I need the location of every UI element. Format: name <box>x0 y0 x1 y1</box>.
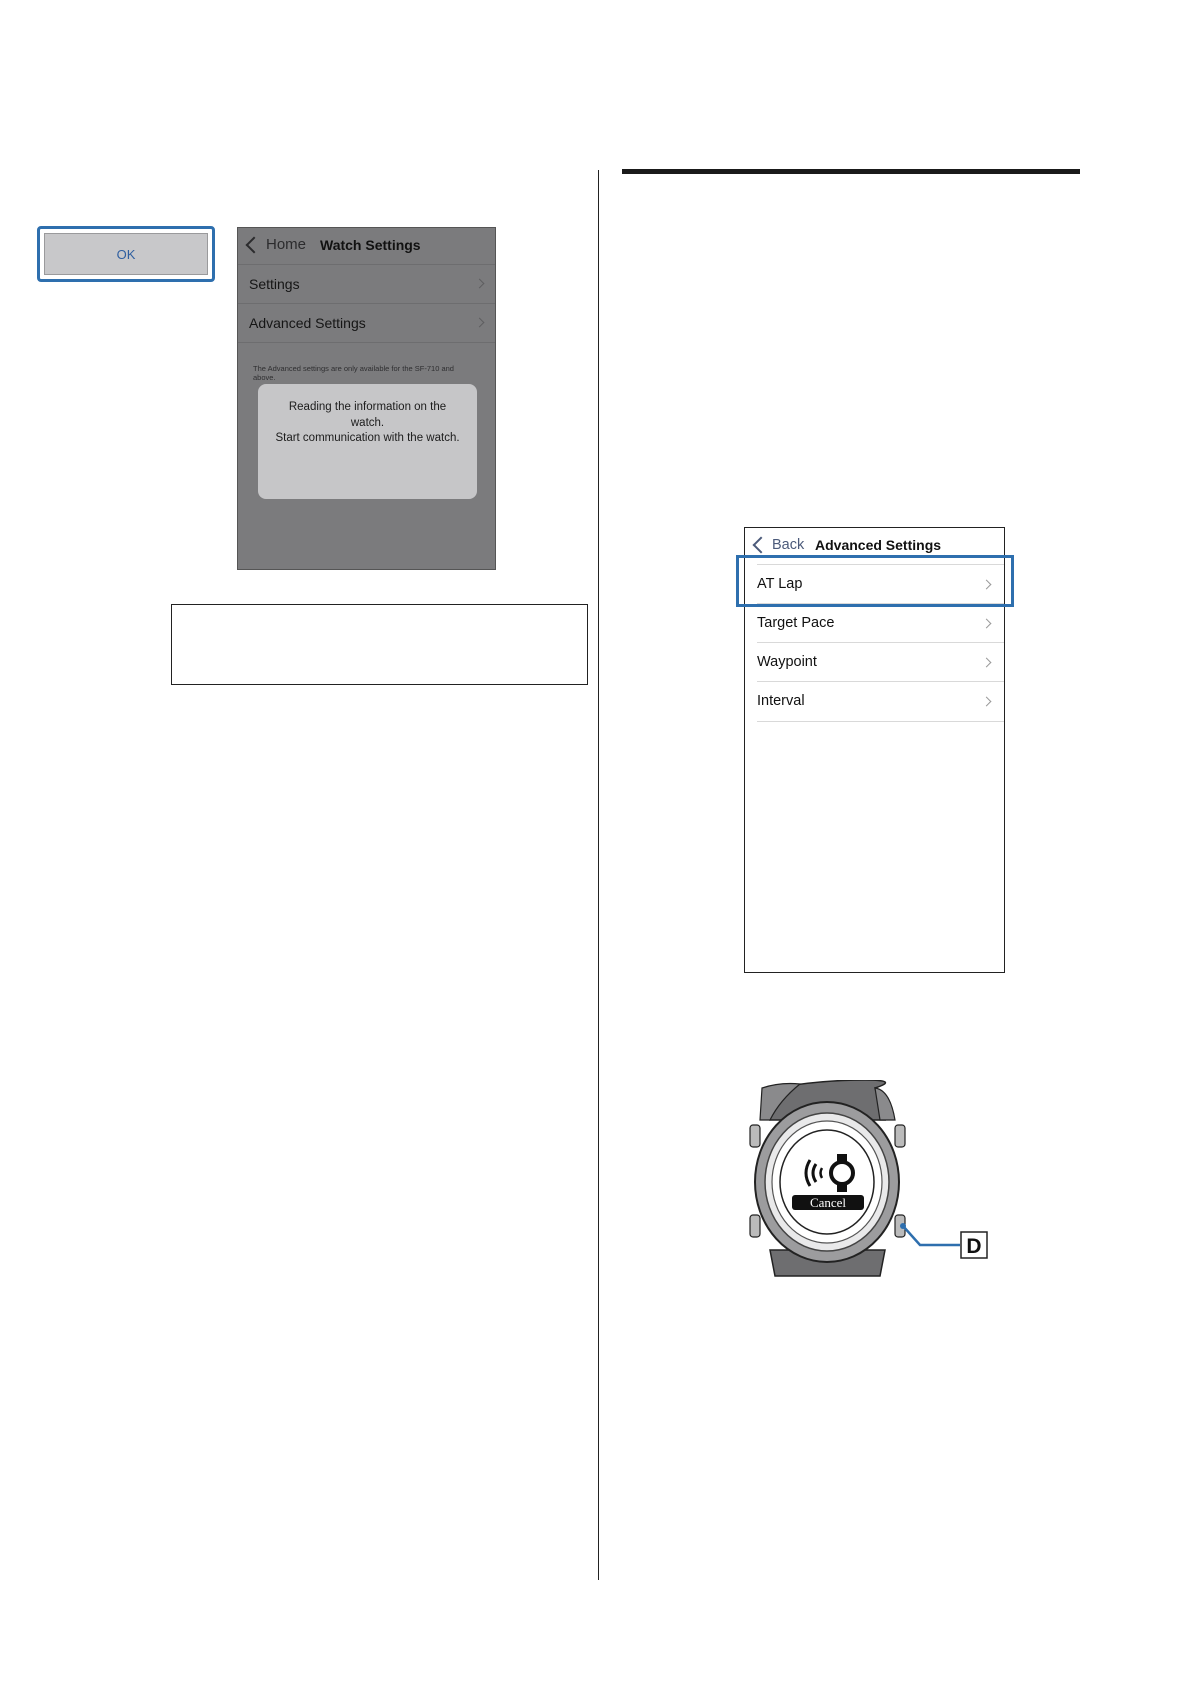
callout-line <box>903 1226 960 1245</box>
chevron-right-icon <box>475 279 485 289</box>
watch-settings-screenshot <box>237 227 496 570</box>
alert-dialog <box>258 384 477 499</box>
side-button <box>895 1125 905 1147</box>
section-heading-rule <box>622 169 1080 174</box>
chevron-left-icon <box>246 236 263 253</box>
ok-button[interactable]: OK <box>44 233 208 275</box>
back-label: Home <box>266 236 307 253</box>
list-item-target-pace[interactable] <box>757 603 1004 643</box>
ok-highlight-box <box>37 226 215 282</box>
watch-illustration <box>740 1080 1020 1290</box>
at-lap-highlight-box <box>736 555 1014 607</box>
nav-bar <box>238 228 495 264</box>
list-item-advanced-settings[interactable] <box>238 303 495 343</box>
chevron-right-icon <box>982 658 992 668</box>
cancel-softkey-label: Cancel <box>809 1195 847 1210</box>
list-item-interval[interactable] <box>757 681 1004 722</box>
callout-label: D <box>966 1235 982 1258</box>
screen-title: Watch Settings <box>320 237 421 253</box>
back-label: Back <box>772 537 805 553</box>
list-item-label: Advanced Settings <box>249 315 366 331</box>
availability-note: The Advanced settings are only available for the SF-710 and above. <box>253 364 454 382</box>
column-divider <box>598 170 599 1580</box>
watch-screen <box>780 1130 874 1234</box>
screen-title: Advanced Settings <box>815 537 942 553</box>
side-button <box>750 1215 760 1237</box>
back-button[interactable] <box>751 537 804 553</box>
list-item-settings[interactable] <box>238 264 495 303</box>
dialog-line: Start communication with the watch. <box>275 432 460 444</box>
chevron-right-icon <box>475 318 485 328</box>
list-item-label: Target Pace <box>757 615 835 631</box>
list-item-label: Settings <box>249 276 300 292</box>
list-item-waypoint[interactable] <box>757 642 1004 682</box>
dialog-line: watch. <box>350 416 385 429</box>
dialog-message <box>258 400 477 447</box>
chevron-right-icon <box>982 697 992 707</box>
chevron-right-icon <box>982 619 992 629</box>
watch-glyph-icon <box>831 1162 853 1184</box>
chevron-left-icon <box>753 537 770 554</box>
back-button[interactable] <box>244 236 306 253</box>
list-item-label: AT Lap <box>757 576 803 592</box>
side-button <box>750 1125 760 1147</box>
note-box <box>171 604 588 685</box>
list-item-label: Interval <box>757 693 805 709</box>
list-item-label: Waypoint <box>757 654 817 670</box>
dialog-line: Reading the information on the <box>288 401 447 413</box>
